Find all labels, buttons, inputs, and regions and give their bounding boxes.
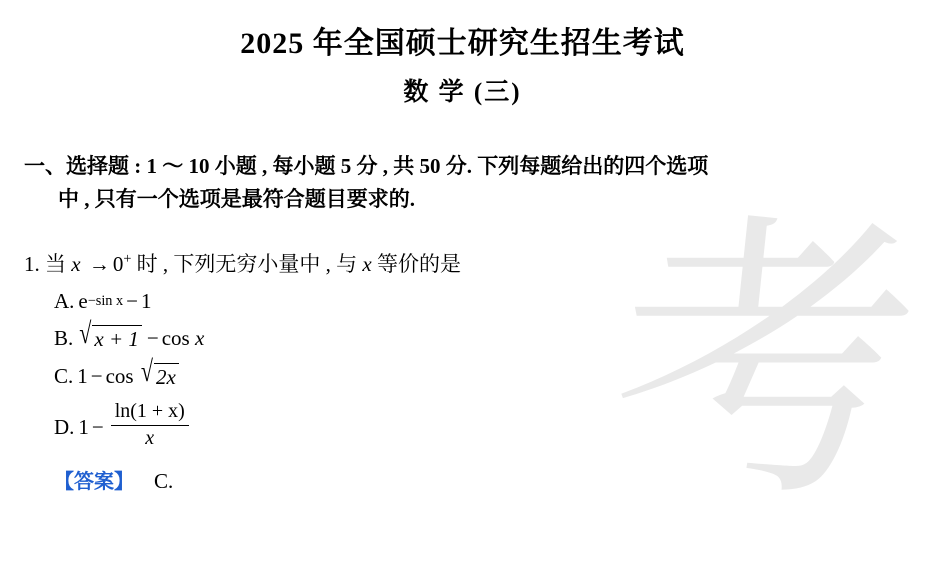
choice-c[interactable] [54,354,901,390]
choice-b-radicand: x + 1 [92,325,142,352]
choice-a-operator: − [126,288,138,313]
choice-c-lead: 1 [77,364,88,389]
choice-a-base: e [78,288,88,313]
choice-b-argument: x [194,326,205,351]
choice-d-label: D. [54,414,75,439]
stem-variable: x [71,252,81,277]
choice-c-sqrt [140,354,179,390]
choice-list [24,288,901,452]
arrow-symbol: → [88,252,110,277]
choice-a-label: A. [54,288,75,313]
choice-b-operator: − [146,326,159,351]
choice-c-radicand: 2x [154,363,179,390]
section-heading-line1: 一、选择题 : 1 ～ 10 小题 , 每小题 5 分 , 共 50 分. 下列每题给出的四个选项 [24,154,709,178]
radical-icon: √ [140,354,153,389]
choice-d-fraction [111,400,189,451]
question-1-stem [24,251,901,277]
stem-tail: 等价的是 [376,252,461,277]
question-1 [24,251,901,494]
answer-label: 【答案】 [54,470,134,493]
page-title: 2025 年全国硕士研究生招生考试 [240,27,685,60]
choice-d-lead: 1 [78,414,89,439]
choice-b-label: B. [54,326,74,351]
watermark: 考 [597,199,913,531]
stem-variable-2: x [362,252,372,277]
choice-d-operator: − [91,414,104,439]
choice-a[interactable] [54,288,901,314]
radical-icon: √ [79,316,92,351]
stem-limit-superscript: + [123,251,132,268]
question-number: 1. [24,252,40,277]
choice-d[interactable] [54,399,901,453]
choice-d-numerator: ln(1 + x) [114,399,185,422]
stem-prefix: 当 [45,252,66,277]
section-heading [24,150,901,215]
stem-limit: 0 [112,252,124,277]
choice-b-function: cos [161,326,190,351]
choice-b[interactable] [54,316,901,352]
answer-value: C. [154,468,174,493]
stem-middle: 时 , 下列无穷小量中 , 与 [136,252,358,277]
section-heading-line2: 中 , 只有一个选项是最符合题目要求的. [58,186,415,211]
choice-a-exponent: −sin x [87,292,124,309]
choice-c-function: cos [105,364,134,389]
page-subtitle: 数 学 (三) [403,79,522,106]
choice-c-label: C. [54,364,74,389]
choice-c-operator: − [90,364,103,389]
answer-row [24,469,901,494]
choice-b-sqrt [79,316,142,352]
choice-a-tail: 1 [141,288,152,313]
choice-d-denominator: x [111,425,189,451]
